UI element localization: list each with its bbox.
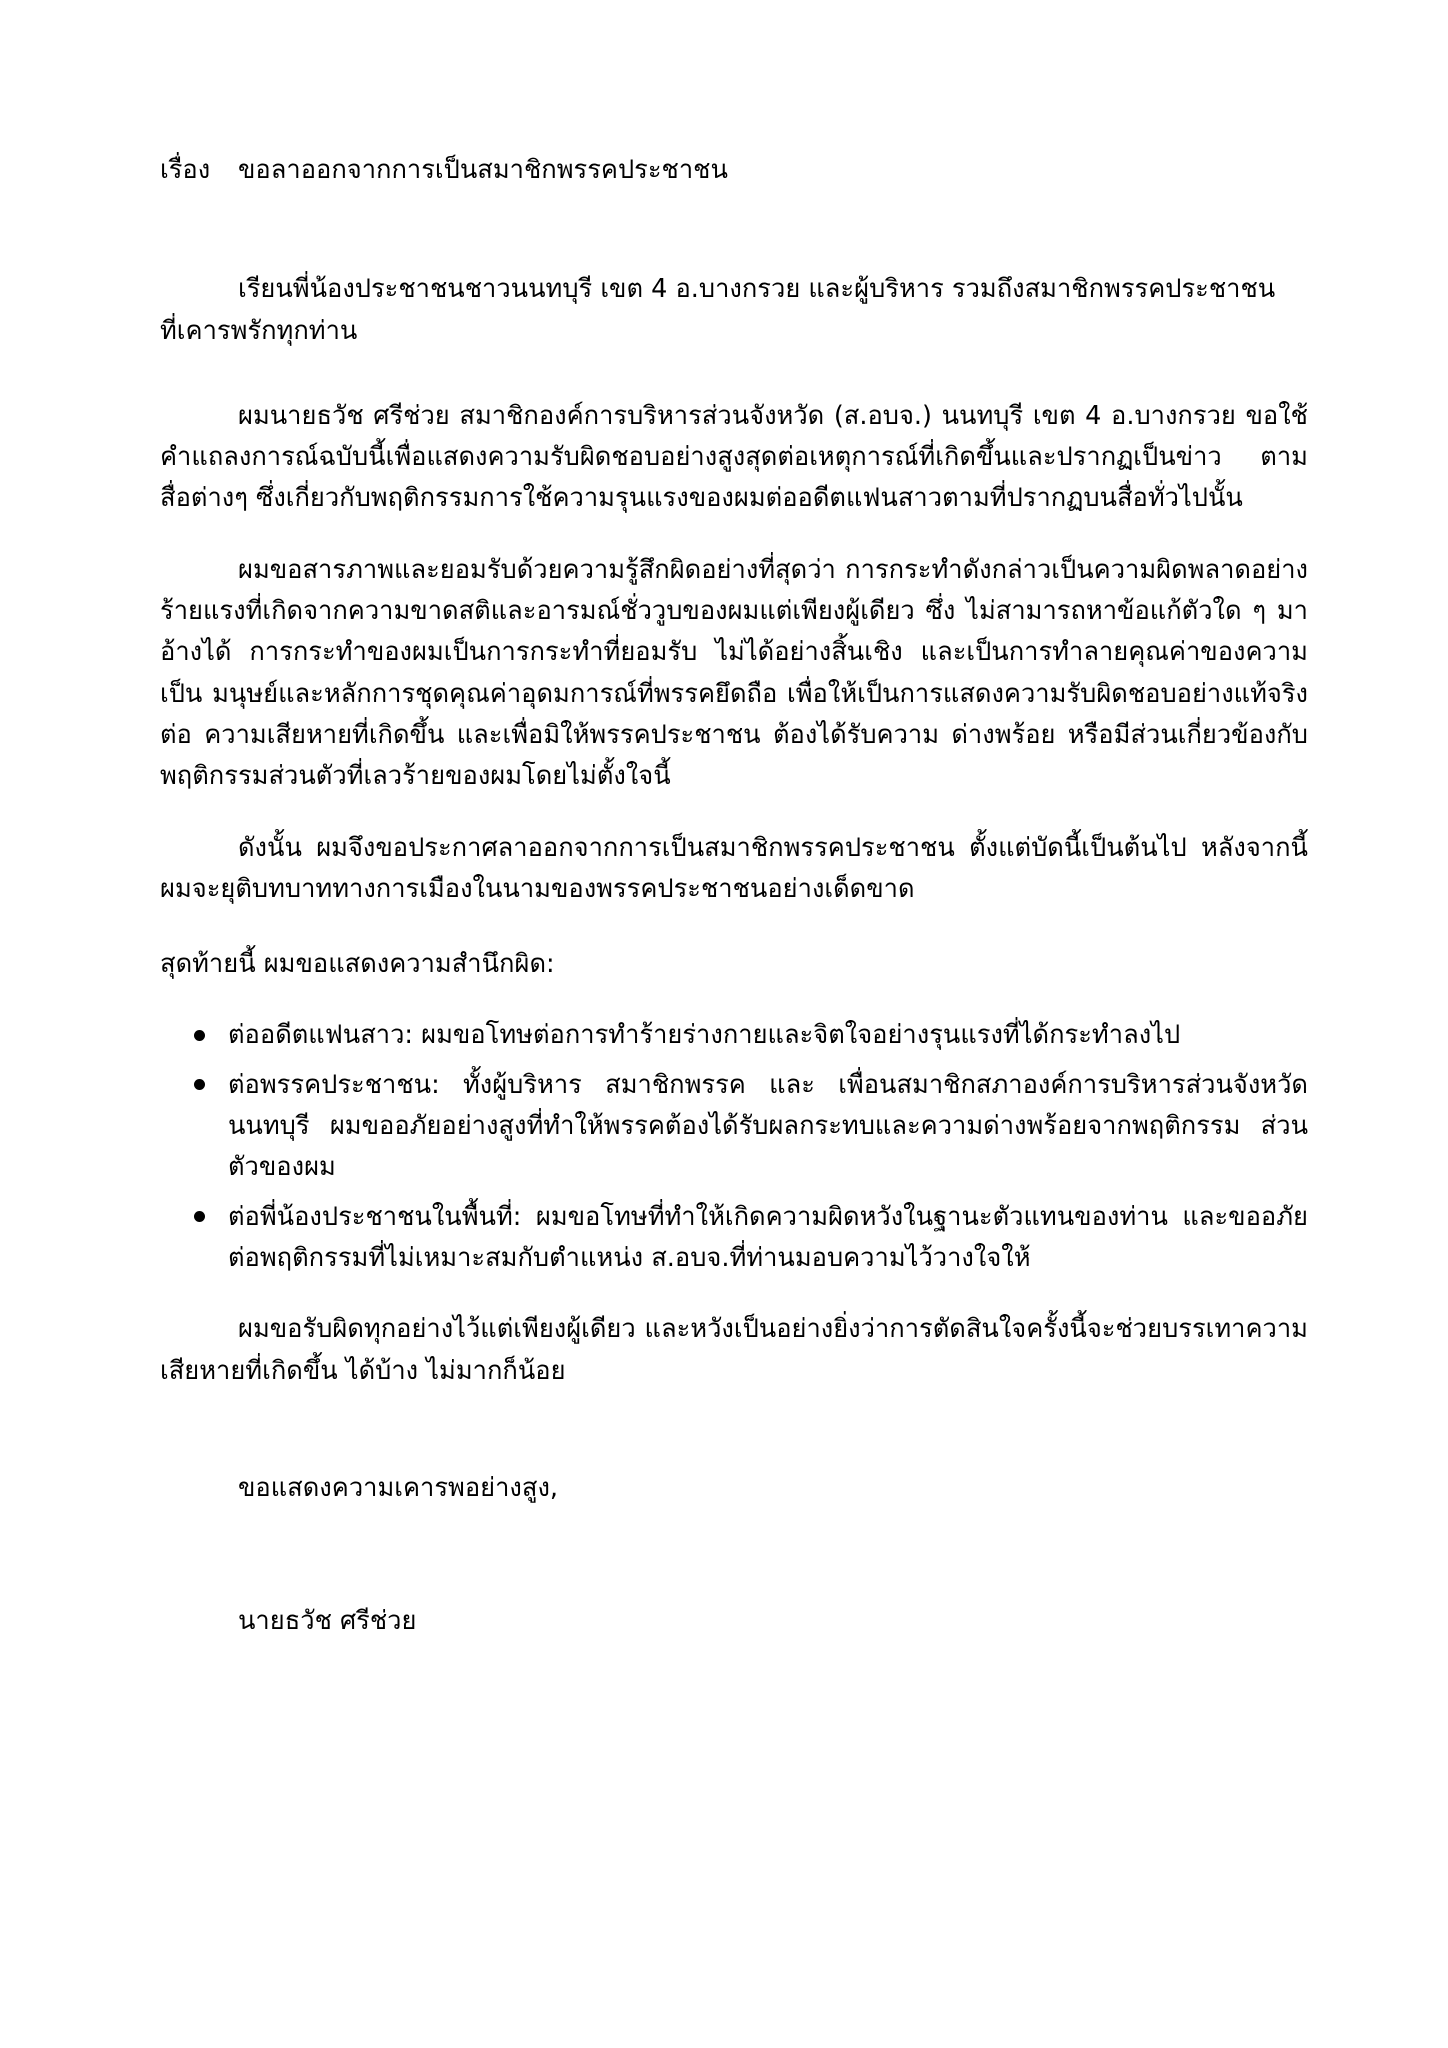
list-item-text: ต่อพรรคประชาชน: ทั้งผู้บริหาร สมาชิกพรรค และ เพื่อนสมาชิกสภาองค์การบริหารส่วนจังหวัด นนทบุรี ผมขออภัยอย่างสูงที่ทำให้พรรคต้องได้รับผลกระทบและความด่างพร้อยจากพฤติกรรม ส่วนตัวของผม — [228, 1069, 1308, 1183]
bullet-dot-icon — [194, 1211, 205, 1222]
final-paragraph: ผมขอรับผิดทุกอย่างไว้แต่เพียงผู้เดียว และหวังเป็นอย่างยิ่งว่าการตัดสินใจครั้งนี้จะช่วยบรรเทาความเสียหายที่เกิดขึ้น ได้บ้าง ไม่มากก็น้อย — [160, 1314, 1308, 1386]
body-paragraph-1: ผมนายธวัช ศรีช่วย สมาชิกองค์การบริหารส่วนจังหวัด (ส.อบจ.) นนทบุรี เขต 4 อ.บางกรวย ขอใช้คำแถลงการณ์ฉบับนี้เพื่อแสดงความรับผิดชอบอย่างสูงสุดต่อเหตุการณ์ที่เกิดขึ้นและปรากฏเป็นข่าว ตามสื่อต่างๆ ซึ่งเกี่ยวกับพฤติกรรมการใช้ความรุนแรงของผมต่ออดีตแฟนสาวตามที่ปรากฏบนสื่อทั่วไปนั้น — [160, 400, 1308, 514]
bullet-dot-icon — [194, 1030, 205, 1041]
valediction: ขอแสดงความเคารพอย่างสูง, — [238, 1472, 559, 1503]
list-intro-text: สุดท้ายนี้ ผมขอแสดงความสำนึกผิด: — [160, 949, 555, 980]
body-paragraph-3: ดังนั้น ผมจึงขอประกาศลาออกจากการเป็นสมาชิกพรรคประชาชน ตั้งแต่บัดนี้เป็นต้นไป หลังจากนี้ ผมจะยุติบทบาททางการเมืองในนามของพรรคประชาชนอย่างเด็ดขาด — [160, 832, 1308, 904]
salutation-block — [160, 269, 1308, 352]
list-item — [160, 1065, 1308, 1189]
body-paragraph-2: ผมขอสารภาพและยอมรับด้วยความรู้สึกผิดอย่างที่สุดว่า การกระทำดังกล่าวเป็นความผิดพลาดอย่างร้ายแรงที่เกิดจากความขาดสติและอารมณ์ชั่ววูบของผมแต่เพียงผู้เดียว ซึ่ง ไม่สามารถหาข้อแก้ตัวใด ๆ มาอ้างได้ การกระทำของผมเป็นการกระทำที่ยอมรับ ไม่ได้อย่างสิ้นเชิง และเป็นการทำลายคุณค่าของความเป็น มนุษย์และหลักการชุดคุณค่าอุดมการณ์ที่พรรคยึดถือ เพื่อให้เป็นการแสดงความรับผิดชอบอย่างแท้จริงต่อ ความเสียหายที่เกิดขึ้น และเพื่อมิให้พรรคประชาชน ต้องได้รับความ ด่างพร้อย หรือมีส่วนเกี่ยวข้องกับพฤติกรรมส่วนตัวที่เลวร้ายของผมโดยไม่ตั้งใจนี้ — [160, 554, 1308, 792]
letter-body — [160, 150, 1308, 1642]
salutation-line-1: เรียนพี่น้องประชาชนชาวนนทบุรี เขต 4 อ.บางกรวย และผู้บริหาร รวมถึงสมาชิกพรรคประชาชน — [238, 274, 1276, 305]
list-item — [160, 1197, 1308, 1280]
subject-value: ขอลาออกจากการเป็นสมาชิกพรรคประชาชน — [238, 155, 728, 185]
signer-name: นายธวัช ศรีช่วย — [238, 1606, 417, 1637]
list-item-text: ต่ออดีตแฟนสาว: ผมขอโทษต่อการทำร้ายร่างกายและจิตใจอย่างรุนแรงที่ได้กระทำลงไป — [228, 1020, 1181, 1051]
closing-block — [160, 1468, 1308, 1643]
bullet-dot-icon — [194, 1079, 205, 1090]
subject-label: เรื่อง — [160, 155, 211, 185]
salutation-line-2: ที่เคารพรักทุกท่าน — [160, 315, 358, 346]
list-item-text: ต่อพี่น้องประชาชนในพื้นที่: ผมขอโทษที่ทำให้เกิดความผิดหวังในฐานะตัวแทนของท่าน และขออภัย ต่อพฤติกรรมที่ไม่เหมาะสมกับตำแหน่ง ส.อบจ.ที่ท่านมอบความไว้วางใจให้ — [228, 1201, 1308, 1273]
list-item — [160, 1015, 1308, 1056]
apology-list — [160, 1015, 1308, 1279]
subject-line — [160, 150, 1308, 191]
